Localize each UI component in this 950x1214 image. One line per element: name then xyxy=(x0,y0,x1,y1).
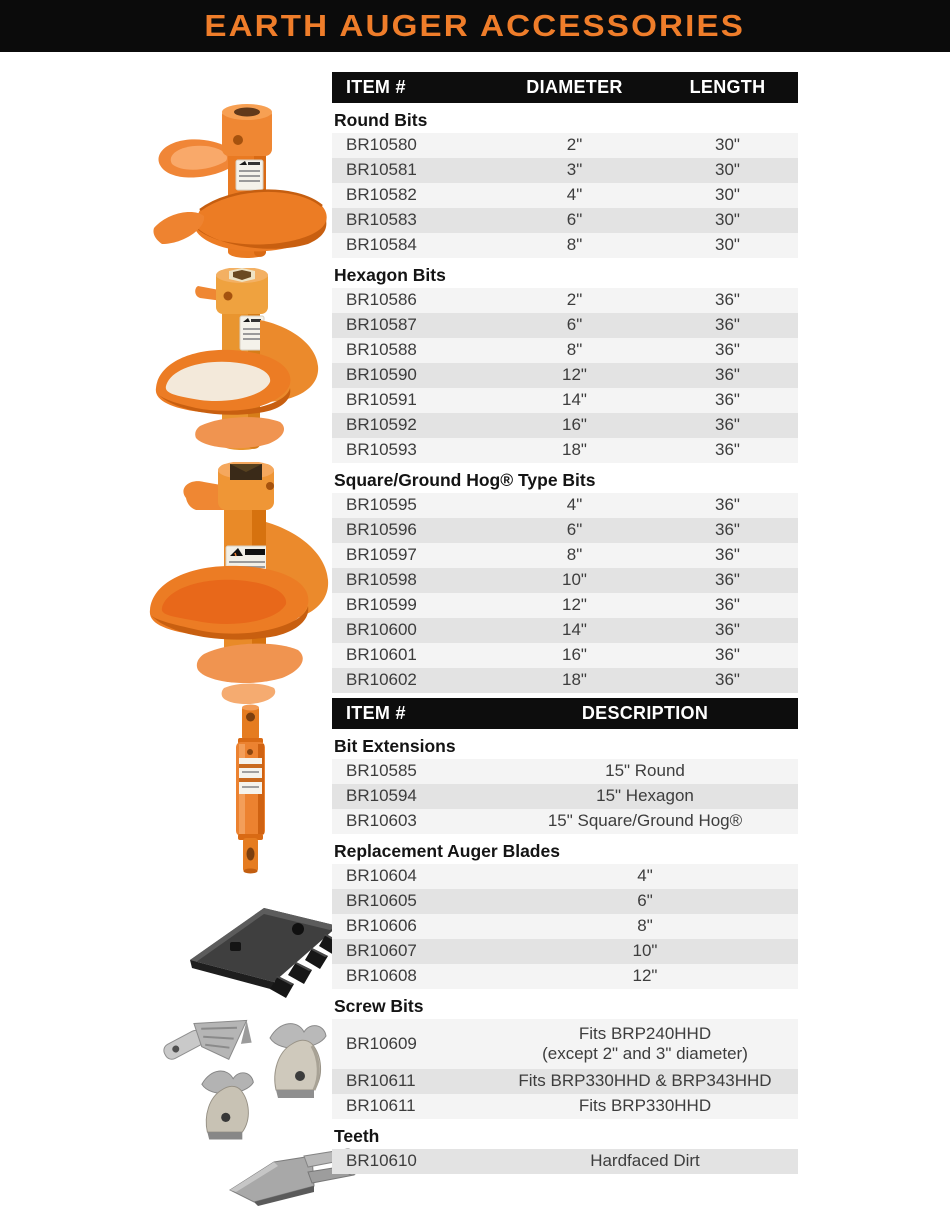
length-cell: 36" xyxy=(715,440,740,460)
item-number: BR10592 xyxy=(346,415,417,435)
item-number: BR10595 xyxy=(346,495,417,515)
section-title: Square/Ground Hog® Type Bits xyxy=(334,470,596,490)
section-title: Screw Bits xyxy=(334,996,424,1016)
diameter-cell: 12" xyxy=(562,365,587,385)
diameter-cell: 4" xyxy=(566,495,583,515)
item-number: BR10607 xyxy=(346,941,417,961)
page-banner xyxy=(0,0,950,52)
diameter-cell: 6" xyxy=(566,315,583,335)
item-number: BR10596 xyxy=(346,520,417,540)
catalog-tables xyxy=(332,72,798,1174)
description-cell: Fits BRP330HHD & BRP343HHD xyxy=(518,1071,772,1091)
descriptions-table xyxy=(332,698,798,1174)
table-row xyxy=(332,493,798,518)
section-title: Round Bits xyxy=(334,110,428,130)
column-header: DESCRIPTION xyxy=(581,703,709,723)
length-cell: 36" xyxy=(715,645,740,665)
diameter-cell: 8" xyxy=(566,235,583,255)
table-header xyxy=(332,72,798,103)
item-number: BR10585 xyxy=(346,761,417,781)
description-cell: 15" Round xyxy=(605,761,685,781)
hexagon-bit-photo xyxy=(140,268,332,464)
item-number: BR10611 xyxy=(346,1096,416,1116)
table-row xyxy=(332,388,798,413)
description-cell: Hardfaced Dirt xyxy=(590,1151,700,1171)
square-ground-hog-bit-photo xyxy=(140,462,340,708)
diameter-cell: 6" xyxy=(566,210,583,230)
item-number: BR10584 xyxy=(346,235,417,255)
description-cell: 6" xyxy=(637,891,653,911)
round-bit-photo xyxy=(148,102,336,268)
diameter-cell: 18" xyxy=(562,670,587,690)
length-cell: 36" xyxy=(715,520,740,540)
column-header: LENGTH xyxy=(689,77,766,97)
dimensions-table xyxy=(332,72,798,693)
description-cell: 12" xyxy=(632,966,658,986)
table-row xyxy=(332,233,798,258)
table-row xyxy=(332,889,798,914)
length-cell: 36" xyxy=(715,390,740,410)
length-cell: 36" xyxy=(715,595,740,615)
description-cell: Fits BRP240HHD (except 2" and 3" diameter) xyxy=(542,1023,748,1063)
length-cell: 36" xyxy=(715,290,740,310)
item-number: BR10583 xyxy=(346,210,417,230)
item-number: BR10604 xyxy=(346,866,417,886)
table-row xyxy=(332,543,798,568)
description-cell: 15" Square/Ground Hog® xyxy=(547,811,743,831)
item-number: BR10587 xyxy=(346,315,417,335)
length-cell: 30" xyxy=(715,160,740,180)
item-number: BR10603 xyxy=(346,811,417,831)
description-cell: 15" Hexagon xyxy=(596,786,694,806)
diameter-cell: 12" xyxy=(562,595,587,615)
section-title: Replacement Auger Blades xyxy=(334,841,560,861)
item-number: BR10608 xyxy=(346,966,417,986)
bit-extension-photo xyxy=(192,702,308,878)
table-row xyxy=(332,864,798,889)
diameter-cell: 2" xyxy=(566,135,583,155)
description-cell: 10" xyxy=(632,941,658,961)
table-row xyxy=(332,363,798,388)
table-row xyxy=(332,964,798,989)
diameter-cell: 16" xyxy=(562,415,587,435)
table-row xyxy=(332,183,798,208)
item-number: BR10609 xyxy=(346,1033,417,1053)
length-cell: 36" xyxy=(715,570,740,590)
diameter-cell: 2" xyxy=(566,290,583,310)
table-row xyxy=(332,1094,798,1119)
table-row xyxy=(332,158,798,183)
replacement-auger-blade-photo xyxy=(178,894,348,1006)
item-number: BR10600 xyxy=(346,620,417,640)
table-row xyxy=(332,288,798,313)
table-row xyxy=(332,618,798,643)
table-row xyxy=(332,643,798,668)
table-row xyxy=(332,668,798,693)
item-number: BR10602 xyxy=(346,670,417,690)
description-cell: Fits BRP330HHD xyxy=(578,1096,712,1116)
item-number: BR10588 xyxy=(346,340,417,360)
table-row xyxy=(332,593,798,618)
table-row xyxy=(332,438,798,463)
item-number: BR10598 xyxy=(346,570,417,590)
table-row xyxy=(332,914,798,939)
item-number: BR10601 xyxy=(346,645,417,665)
diameter-cell: 14" xyxy=(562,620,587,640)
diameter-cell: 14" xyxy=(562,390,587,410)
table-row xyxy=(332,1019,798,1069)
table-row xyxy=(332,518,798,543)
column-header: ITEM # xyxy=(346,703,406,723)
item-number: BR10586 xyxy=(346,290,417,310)
length-cell: 36" xyxy=(715,315,740,335)
table-row xyxy=(332,313,798,338)
length-cell: 36" xyxy=(715,545,740,565)
length-cell: 36" xyxy=(715,670,740,690)
diameter-cell: 10" xyxy=(562,570,587,590)
item-number: BR10605 xyxy=(346,891,417,911)
item-number: BR10610 xyxy=(346,1151,417,1171)
screw-bits-photo xyxy=(140,1012,360,1140)
table-row xyxy=(332,939,798,964)
diameter-cell: 4" xyxy=(566,185,583,205)
length-cell: 36" xyxy=(715,365,740,385)
diameter-cell: 3" xyxy=(566,160,583,180)
item-number: BR10597 xyxy=(346,545,417,565)
table-header xyxy=(332,698,798,729)
table-row xyxy=(332,759,798,784)
length-cell: 30" xyxy=(715,235,740,255)
item-number: BR10591 xyxy=(346,390,417,410)
page-title: EARTH AUGER ACCESSORIES xyxy=(204,8,746,43)
column-header: DIAMETER xyxy=(526,77,623,97)
item-number: BR10582 xyxy=(346,185,417,205)
item-number: BR10606 xyxy=(346,916,417,936)
length-cell: 36" xyxy=(715,620,740,640)
section-title: Hexagon Bits xyxy=(334,265,446,285)
length-cell: 36" xyxy=(715,340,740,360)
length-cell: 30" xyxy=(715,210,740,230)
section-title: Bit Extensions xyxy=(334,736,456,756)
length-cell: 36" xyxy=(715,495,740,515)
table-row xyxy=(332,133,798,158)
description-cell: 8" xyxy=(637,916,653,936)
table-row xyxy=(332,784,798,809)
length-cell: 30" xyxy=(715,185,740,205)
table-row xyxy=(332,568,798,593)
item-number: BR10581 xyxy=(346,160,417,180)
description-cell: 4" xyxy=(637,866,653,886)
item-number: BR10580 xyxy=(346,135,417,155)
diameter-cell: 16" xyxy=(562,645,587,665)
table-row xyxy=(332,208,798,233)
item-number: BR10593 xyxy=(346,440,417,460)
column-header: ITEM # xyxy=(346,77,406,97)
length-cell: 30" xyxy=(715,135,740,155)
length-cell: 36" xyxy=(715,415,740,435)
item-number: BR10599 xyxy=(346,595,417,615)
section-title: Teeth xyxy=(334,1126,380,1146)
diameter-cell: 6" xyxy=(566,520,583,540)
table-row xyxy=(332,809,798,834)
item-number: BR10590 xyxy=(346,365,417,385)
item-number: BR10594 xyxy=(346,786,417,806)
diameter-cell: 8" xyxy=(566,545,583,565)
item-number: BR10611 xyxy=(346,1071,416,1091)
table-row xyxy=(332,1069,798,1094)
table-row xyxy=(332,413,798,438)
diameter-cell: 8" xyxy=(566,340,583,360)
diameter-cell: 18" xyxy=(562,440,587,460)
table-row xyxy=(332,1149,798,1174)
table-row xyxy=(332,338,798,363)
